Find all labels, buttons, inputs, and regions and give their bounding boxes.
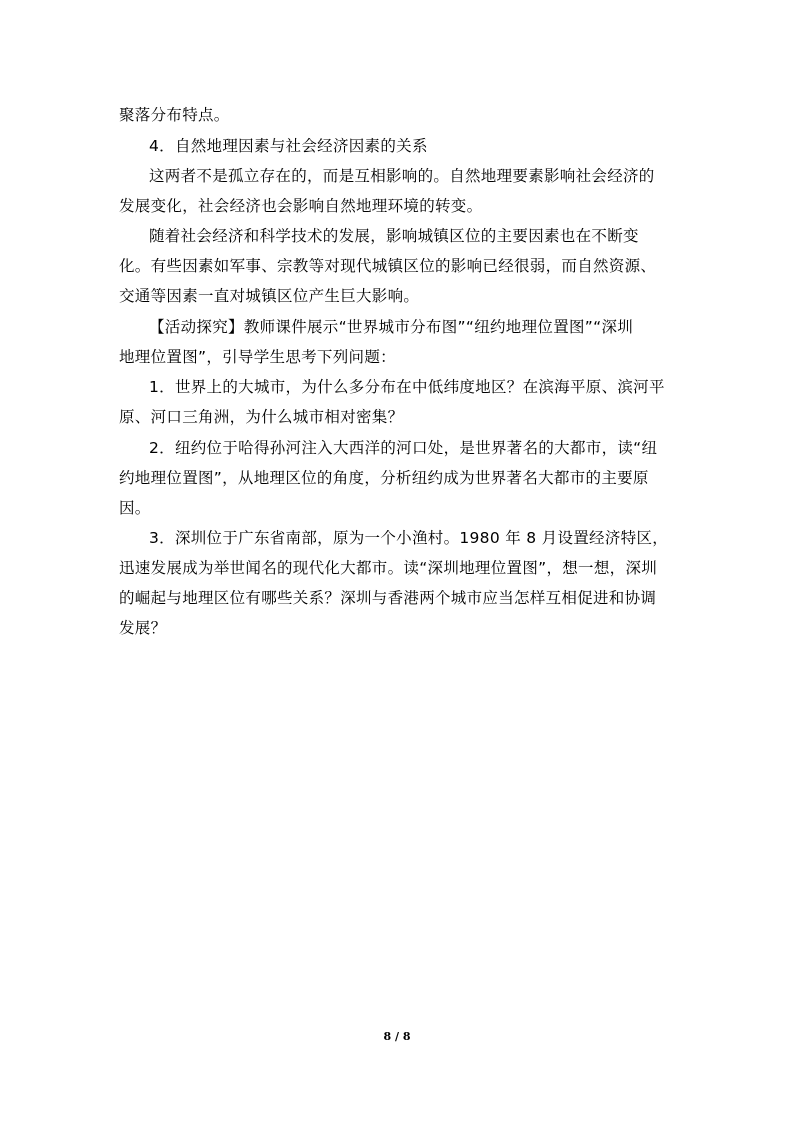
text-line: 地理位置图”，引导学生思考下列问题：: [119, 348, 396, 366]
question-3: 3．深圳位于广东省南部，原为一个小渔村。1980 年 8 月设置经济特区，: [149, 529, 669, 547]
question-1: 1．世界上的大城市，为什么多分布在中低纬度地区？在滨海平原、滨河平: [149, 378, 665, 396]
text-line: 因。: [119, 499, 151, 517]
question-2: 2．纽约位于哈得孙河注入大西洋的河口处，是世界著名的大都市，读“纽: [149, 439, 658, 457]
text-line: 这两者不是孤立存在的，而是互相影响的。自然地理要素影响社会经济的: [149, 167, 655, 185]
section-heading: 4．自然地理因素与社会经济因素的关系: [149, 137, 428, 155]
text-line: 的崛起与地理区位有哪些关系？深圳与香港两个城市应当怎样互相促进和协调: [119, 589, 657, 607]
text-line: 交通等因素一直对城镇区位产生巨大影响。: [119, 287, 420, 305]
text-line: 聚落分布特点。: [119, 106, 230, 124]
text-line: 发展变化，社会经济也会影响自然地理环境的转变。: [119, 197, 483, 215]
text-line: 原、河口三角洲，为什么城市相对密集？: [119, 408, 404, 426]
activity-heading: 【活动探究】教师课件展示“世界城市分布图”“纽约地理位置图”“深圳: [149, 318, 634, 336]
text-line: 随着社会经济和科学技术的发展，影响城镇区位的主要因素也在不断变: [149, 227, 639, 245]
text-line: 迅速发展成为举世闻名的现代化大都市。读“深圳地理位置图”，想一想，深圳: [119, 559, 658, 577]
text-line: 发展？: [119, 619, 167, 637]
page-number: 8 / 8: [383, 1030, 411, 1043]
text-line: 约地理位置图”，从地理区位的角度，分析纽约成为世界著名大都市的主要原: [119, 469, 649, 487]
text-line: 化。有些因素如军事、宗教等对现代城镇区位的影响已经很弱，而自然资源、: [119, 257, 657, 275]
